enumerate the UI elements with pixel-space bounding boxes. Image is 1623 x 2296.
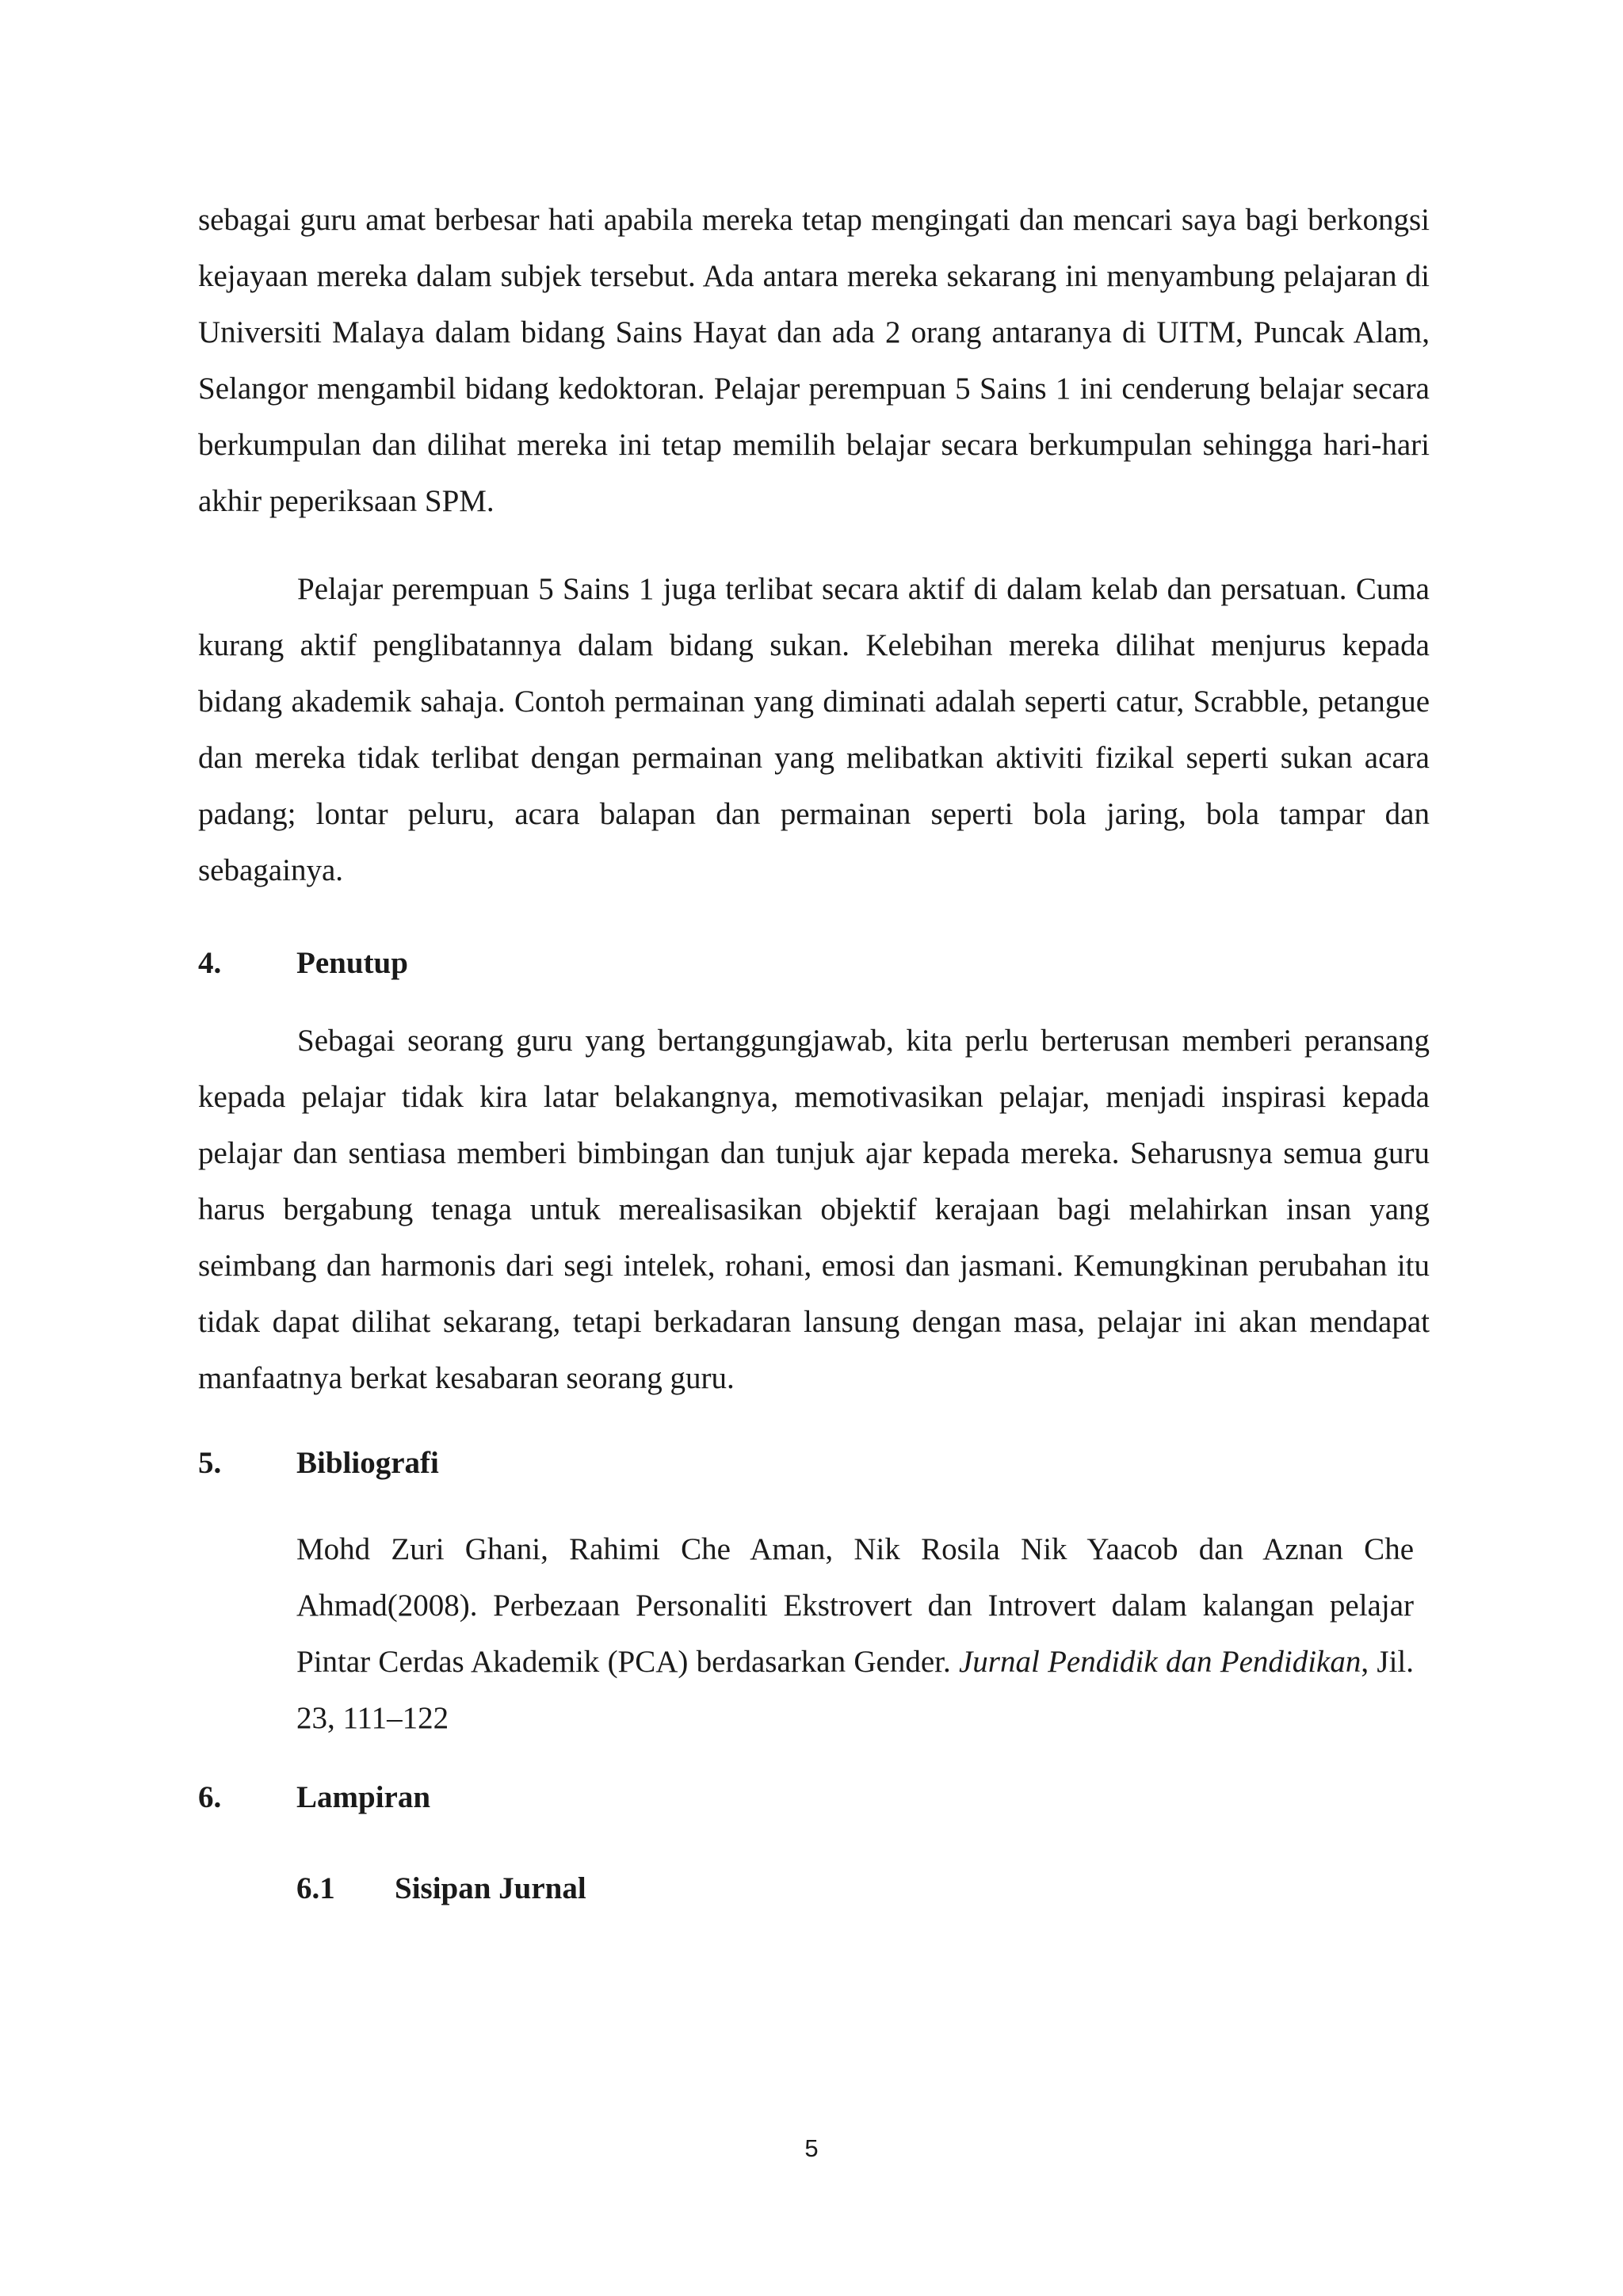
section-number: 4. <box>198 946 222 980</box>
page-number: 5 <box>804 2134 819 2162</box>
subsection-number: 6.1 <box>296 1871 335 1905</box>
section-number: 6. <box>198 1780 222 1814</box>
section-title: Bibliografi <box>296 1446 439 1480</box>
section-number: 5. <box>198 1446 222 1480</box>
section-title: Lampiran <box>296 1780 431 1814</box>
subsection-title: Sisipan Jurnal <box>395 1871 586 1905</box>
paragraph-continuation: sebagai guru amat berbesar hati apabila mereka tetap mengingati dan mencari saya bagi berkongsi kejayaan mereka dalam subjek tersebut. Ada antara mereka sekarang ini menyambung pelajaran di Universiti Malaya dalam bidang Sains Hayat dan ada 2 orang antaranya di UITM, Puncak Alam, Selangor mengambil bidang kedoktoran. Pelajar perempuan 5 Sains 1 ini cenderung belajar secara berkumpulan dan dilihat mereka ini tetap memilih belajar secara berkumpulan sehingga hari-hari akhir peperiksaan SPM. <box>198 203 1430 518</box>
bibliography-entry-text: Mohd Zuri Ghani, Rahimi Che Aman, Nik Rosila Nik Yaacob dan Aznan Che Ahmad(2008). Perbezaan Personaliti Ekstrovert dan Introvert dalam kalangan pelajar Pintar Cerdas Akademik (PCA) berdasarkan Gender. <box>296 1532 1414 1679</box>
section-title: Penutup <box>296 946 408 980</box>
bibliography-entry <box>296 1521 1414 1746</box>
bibliography-entry-tail: , Jil. 23, 111–122 <box>296 1645 1414 1735</box>
paragraph-penutup: Sebagai seorang guru yang bertanggungjawab, kita perlu berterusan memberi peransang kepada pelajar tidak kira latar belakangnya, memotivasikan pelajar, menjadi inspirasi kepada pelajar dan sentiasa memberi bimbingan dan tunjuk ajar kepada mereka. Seharusnya semua guru harus bergabung tenaga untuk merealisasikan objektif kerajaan bagi melahirkan insan yang seimbang dan harmonis dari segi intelek, rohani, emosi dan jasmani. Kemungkinan perubahan itu tidak dapat dilihat sekarang, tetapi berkadaran lansung dengan masa, pelajar ini akan mendapat manfaatnya berkat kesabaran seorang guru. <box>198 1024 1430 1395</box>
paragraph-student-activities: Pelajar perempuan 5 Sains 1 juga terlibat secara aktif di dalam kelab dan persatuan. Cuma kurang aktif penglibatannya dalam bidang sukan. Kelebihan mereka dilihat menjurus kepada bidang akademik sahaja. Contoh permainan yang diminati adalah seperti catur, Scrabble, petangue dan mereka tidak terlibat dengan permainan yang melibatkan aktiviti fizikal seperti sukan acara padang; lontar peluru, acara balapan dan permainan seperti bola jaring, bola tampar dan sebagainya. <box>198 572 1430 887</box>
bibliography-journal-title: Jurnal Pendidik dan Pendidikan <box>959 1645 1361 1679</box>
